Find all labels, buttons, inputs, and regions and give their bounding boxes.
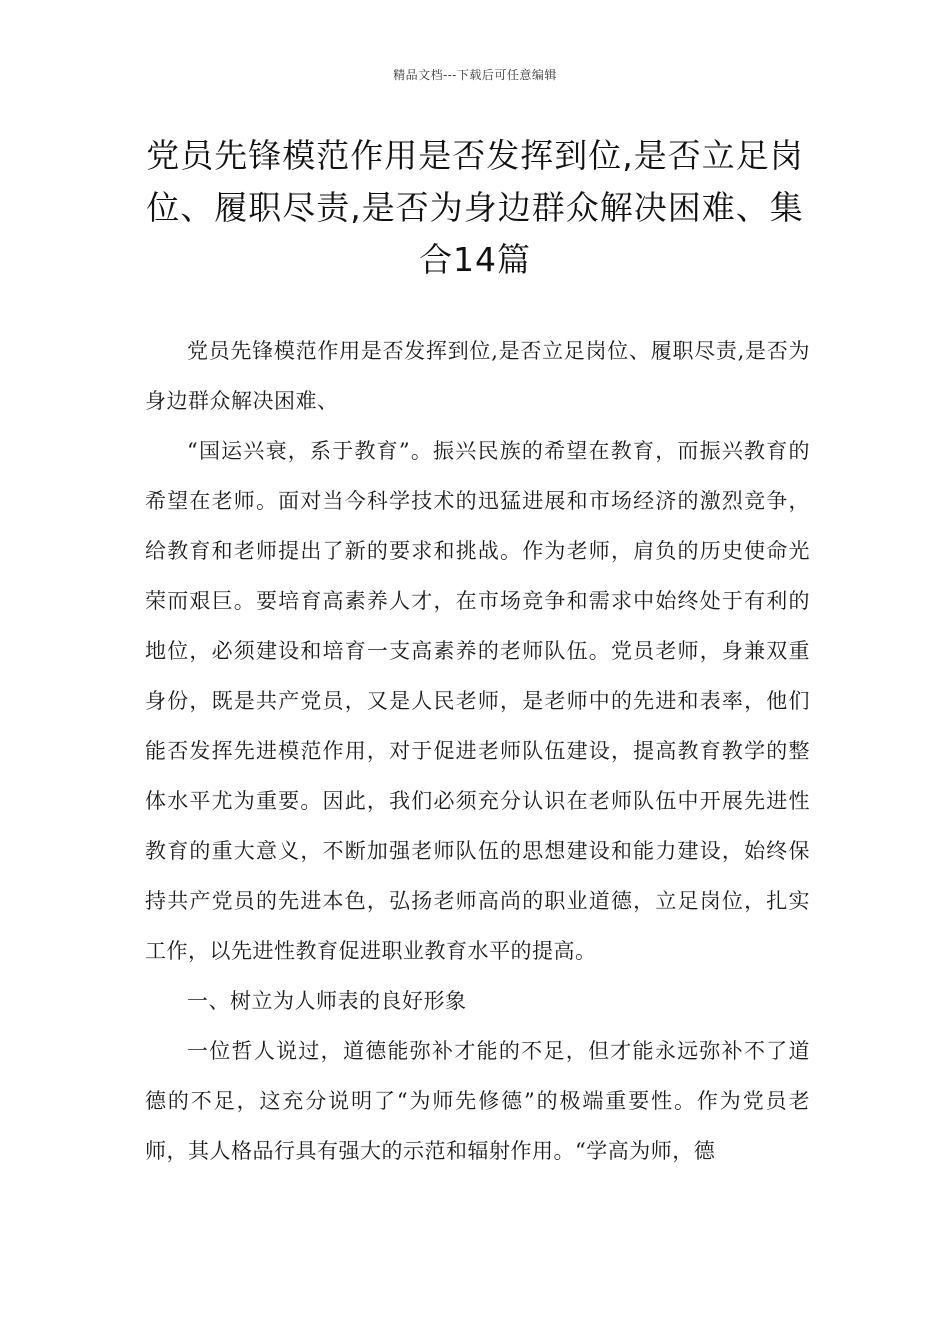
paragraph-intro: 党员先锋模范作用是否发挥到位,是否立足岗位、履职尽责,是否为身边群众解决困难、 — [145, 339, 810, 413]
document-title: 党员先锋模范作用是否发挥到位,是否立足岗位、履职尽责,是否为身边群众解决困难、集合14篇 — [146, 136, 804, 279]
header-note: 精品文档---下载后可任意编辑 — [393, 68, 557, 82]
paragraph-education: “国运兴衰，系于教育”。振兴民族的希望在教育，而振兴教育的希望在老师。面对当今科学技术的迅猛进展和市场经济的激烈竞争，给教育和老师提出了新的要求和挑战。作为老师，肩负的历史使命光荣而艰巨。要培育高素养人才，在市场竞争和需求中始终处于有利的地位，必须建设和培育一支高素养的老师队伍。党员老师，身兼双重身份，既是共产党员，又是人民老师，是老师中的先进和表率，他们能否发挥先进模范作用，对于促进老师队伍建设，提高教育教学的整体水平尤为重要。因此，我们必须充分认识在老师队伍中开展先进性教育的重大意义，不断加强老师队伍的思想建设和能力建设，始终保持共产党员的先进本色，弘扬老师高尚的职业道德，立足岗位，扎实工作，以先进性教育促进职业教育水平的提高。 — [145, 439, 810, 963]
section-heading: 一、树立为人师表的良好形象 — [187, 989, 467, 1013]
document-body — [145, 326, 810, 1176]
paragraph-morality: 一位哲人说过，道德能弥补才能的不足，但才能永远弥补不了道德的不足，这充分说明了“为师先修德”的极端重要性。作为党员老师，其人格品行具有强大的示范和辐射作用。“学高为师，德 — [145, 1039, 810, 1163]
